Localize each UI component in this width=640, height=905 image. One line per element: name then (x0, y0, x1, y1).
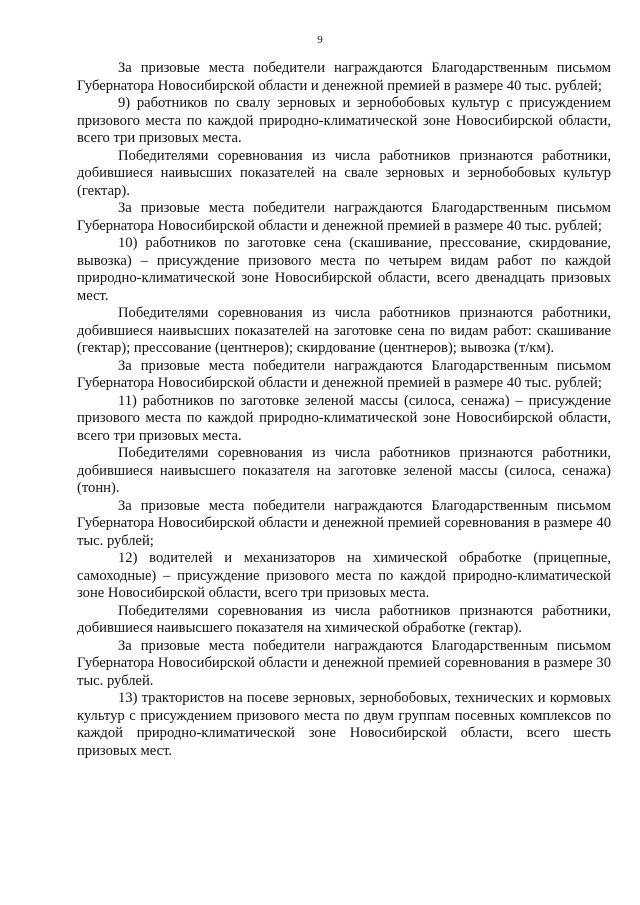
paragraph-1: За призовые места победители награждаются Благодарственным письмом Губернатора Новосибирской области и денежной премией в размере 40 тыс. рублей; (77, 60, 611, 94)
paragraph-8: 11) работников по заготовке зеленой массы (силоса, сенажа) – присуждение призового места по каждой природно-климатической зоне Новосибирской области, всего три призовых места. (77, 392, 611, 444)
paragraph-9: Победителями соревнования из числа работников признаются работники, добившиеся наивысшего показателя на заготовке зеленой массы (силоса, сенажа) (тонн). (77, 445, 611, 496)
paragraph-5: 10) работников по заготовке сена (скашивание, прессование, скирдование, вывозка) – присуждение призового места по четырем видам работ по каждой природно-климатической зоне Новосибирской области, всего двенадцать призовых мест. (77, 235, 611, 304)
paragraph-13: За призовые места победители награждаются Благодарственным письмом Губернатора Новосибирской области и денежной премией соревнования в размере 30 тыс. рублей. (77, 637, 611, 689)
paragraph-12: Победителями соревнования из числа работников признаются работники, добившиеся наивысшего показателя на химической обработке (гектар). (77, 602, 611, 636)
paragraph-4: За призовые места победители награждаются Благодарственным письмом Губернатора Новосибирской области и денежной премией в размере 40 тыс. рублей; (77, 200, 611, 234)
page-number: 9 (317, 34, 323, 46)
paragraph-11: 12) водителей и механизаторов на химической обработке (прицепные, самоходные) – присуждение призового места по каждой природно-климатической зоне Новосибирской области, всего три призовых места. (77, 550, 611, 601)
paragraph-7: За призовые места победители награждаются Благодарственным письмом Губернатора Новосибирской области и денежной премией в размере 40 тыс. рублей; (77, 357, 611, 391)
paragraph-2: 9) работников по свалу зерновых и зернобобовых культур с присуждением призового места по каждой природно-климатической зоне Новосибирской области, всего три призовых места. (77, 95, 611, 146)
paragraph-6: Победителями соревнования из числа работников признаются работники, добившиеся наивысших показателей на заготовке сена по видам работ: скашивание (гектар); прессование (центнеров); скирдование (центнеров); вывозка (т/км). (77, 305, 611, 356)
document-body (77, 60, 611, 760)
paragraph-10: За призовые места победители награждаются Благодарственным письмом Губернатора Новосибирской области и денежной премией соревнования в размере 40 тыс. рублей; (77, 497, 611, 549)
paragraph-3: Победителями соревнования из числа работников признаются работники, добившиеся наивысших показателей на свале зерновых и зернобобовых культур (гектар). (77, 147, 611, 199)
paragraph-14: 13) трактористов на посеве зерновых, зернобобовых, технических и кормовых культур с присуждением призового места по двум группам посевных комплексов по каждой природно-климатической зоне Новосибирской области, всего шесть призовых мест. (77, 690, 611, 759)
